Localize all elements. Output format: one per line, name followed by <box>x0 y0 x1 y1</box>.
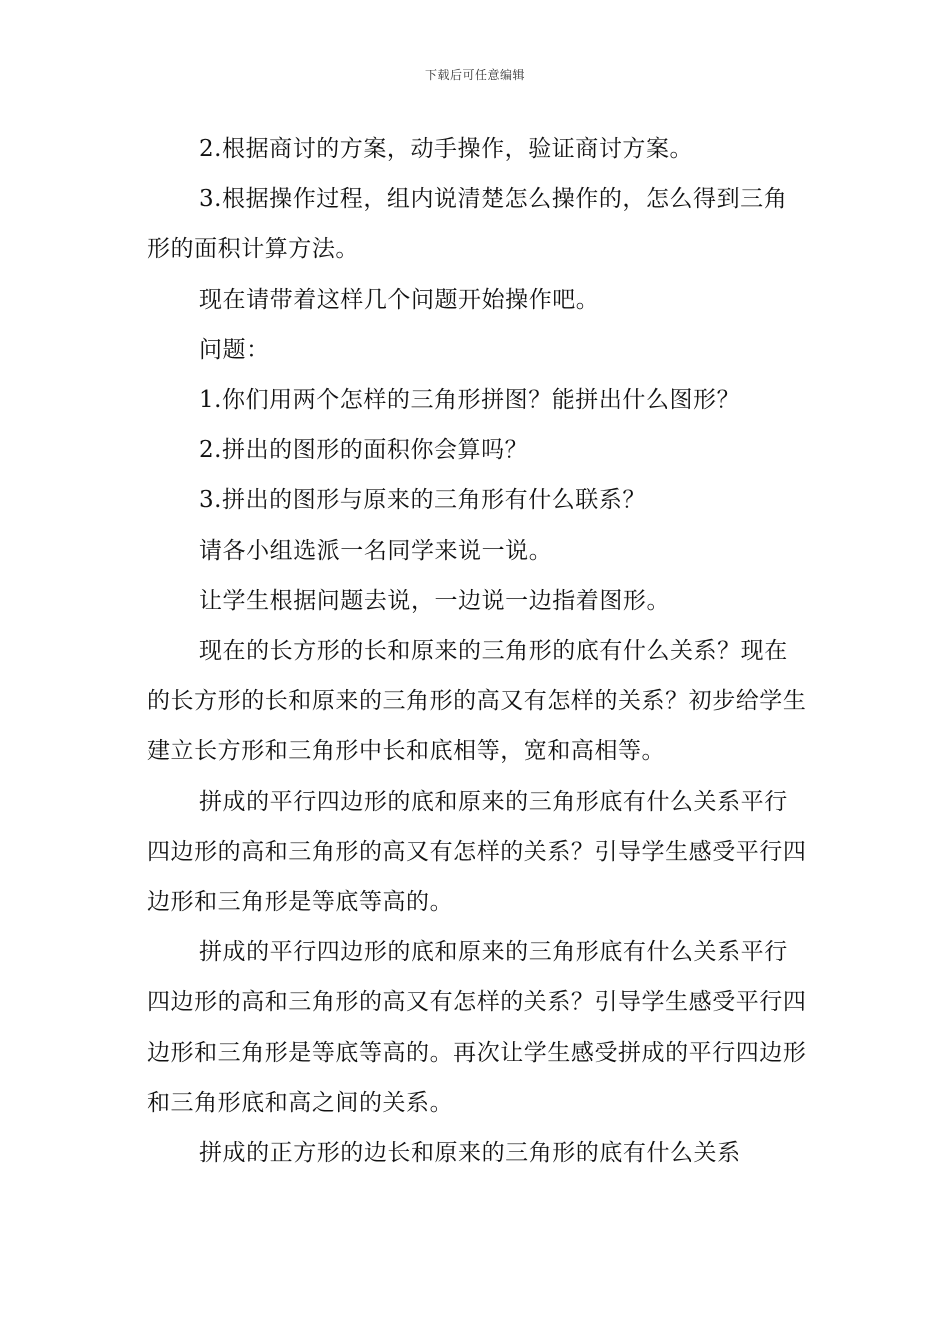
document-body <box>147 124 807 1178</box>
paragraph-square-relation: 拼成的正方形的边长和原来的三角形的底有什么关系 <box>199 1140 741 1167</box>
page-header: 下载后可任意编辑 <box>424 68 525 82</box>
paragraph-step-3: 3.根据操作过程，组内说清楚怎么操作的，怎么得到三角形的面积计算方法。 <box>147 186 788 263</box>
paragraph-parallelogram-relation: 拼成的平行四边形的底和原来的三角形底有什么关系平行四边形的高和三角形的高又有怎样的关系？引导学生感受平行四边形和三角形是等底等高的。 <box>147 788 807 916</box>
paragraph-instruction: 现在请带着这样几个问题开始操作吧。 <box>199 286 600 313</box>
paragraph-question-3: 3.拼出的图形与原来的三角形有什么联系？ <box>199 487 646 514</box>
paragraph-parallelogram-relation-repeat: 拼成的平行四边形的底和原来的三角形底有什么关系平行四边形的高和三角形的高又有怎样的关系？引导学生感受平行四边形和三角形是等底等高的。再次让学生感受拼成的平行四边形和三角形底和高之间的关系。 <box>147 939 807 1116</box>
paragraph-group-report: 请各小组选派一名同学来说一说。 <box>199 537 553 564</box>
paragraph-question-2: 2.拼出的图形的面积你会算吗？ <box>199 437 529 464</box>
paragraph-question-1: 1.你们用两个怎样的三角形拼图？能拼出什么图形？ <box>199 387 741 414</box>
paragraph-rectangle-relation: 现在的长方形的长和原来的三角形的底有什么关系？现在的长方形的长和原来的三角形的高又有怎样的关系？初步给学生建立长方形和三角形中长和底相等，宽和高相等。 <box>147 638 807 765</box>
paragraph-student-explain: 让学生根据问题去说，一边说一边指着图形。 <box>199 587 670 614</box>
paragraph-questions-heading: 问题： <box>199 336 270 363</box>
paragraph-step-2: 2.根据商讨的方案，动手操作，验证商讨方案。 <box>199 136 694 162</box>
